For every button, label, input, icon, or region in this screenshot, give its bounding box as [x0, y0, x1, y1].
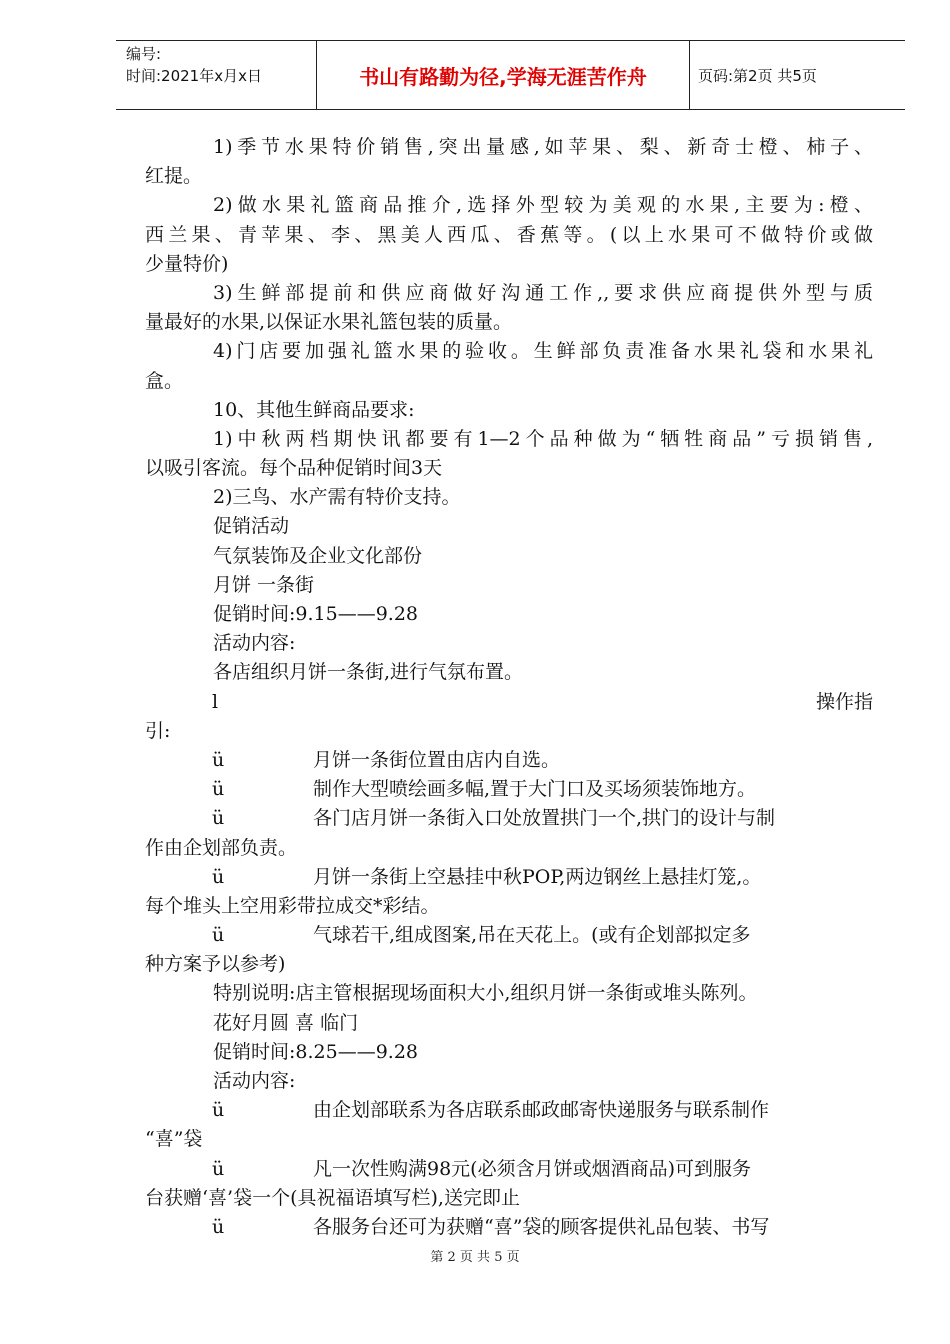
paragraph-line: 1)中秋两档期快讯都要有1—2个品种做为“牺牲商品”亏损销售, [213, 427, 873, 450]
paragraph-line: 以吸引客流。每个品种促销时间3天 [145, 457, 443, 480]
activity-content-label: 活动内容: [213, 1070, 296, 1092]
section-heading: 气氛装饰及企业文化部份 [213, 544, 423, 567]
bullet-text: 月饼一条街上空悬挂中秋POP,两边钢丝上悬挂灯笼,。 [313, 865, 762, 888]
bullet-item [145, 921, 873, 950]
bullet-item [145, 1155, 873, 1184]
bullet-text: 制作大型喷绘画多幅,置于大门口及买场须装饰地方。 [313, 778, 757, 801]
section-heading: 促销活动 [213, 515, 290, 538]
bullet-item [145, 863, 873, 892]
bullet-marker: ü [212, 748, 225, 771]
bullet-marker: ü [212, 807, 225, 830]
bullet-item [145, 804, 873, 833]
page-header [116, 40, 905, 110]
paragraph-line: 2)做水果礼篮商品推介,选择外型较为美观的水果,主要为:橙、 [213, 194, 873, 217]
list-marker: l [212, 690, 219, 713]
paragraph-line: 1)季节水果特价销售,突出量感,如苹果、梨、新奇士橙、柿子、 [213, 136, 873, 158]
promotion-period: 促销时间:8.25——9.28 [213, 1040, 419, 1063]
bullet-marker: ü [212, 924, 225, 947]
bullet-item [145, 775, 873, 804]
section-heading: 月饼 一条街 [213, 573, 315, 596]
bullet-text: 凡一次性购满98元(必须含月饼或烟酒商品)可到服务 [313, 1157, 752, 1180]
paragraph-line: 4)门店要加强礼篮水果的验收。生鲜部负责准备水果礼袋和水果礼 [213, 340, 873, 363]
bullet-text: 气球若干,组成图案,吊在天花上。(或有企划部拟定多 [313, 924, 751, 947]
paragraph-line: 量最好的水果,以保证水果礼篮包装的质量。 [145, 311, 513, 334]
page-footer: 第 2 页 共 5 页 [430, 1250, 520, 1265]
paragraph-line: 少量特价) [145, 252, 229, 275]
header-page-number: 页码:第2页 共5页 [698, 66, 817, 85]
bullet-item [145, 746, 873, 775]
paragraph-line: “喜”袋 [145, 1128, 203, 1151]
bullet-text: 月饼一条街位置由店内自选。 [313, 748, 561, 771]
paragraph-line: 种方案予以参考) [145, 953, 286, 976]
paragraph-line: 2)三鸟、水产需有特价支持。 [213, 486, 461, 509]
bullet-item [145, 1213, 873, 1242]
paragraph-line: 盒。 [145, 369, 184, 392]
paragraph-line: 红提。 [145, 165, 203, 188]
document-time: 时间:2021年x月x日 [126, 67, 262, 85]
document-body [145, 133, 873, 1242]
paragraph-line: 引: [145, 719, 171, 742]
bullet-marker: ü [212, 1099, 225, 1122]
header-meta [116, 41, 316, 109]
bullet-item [145, 1096, 873, 1125]
paragraph-line: 台获赠‘喜’袋一个(具祝福语填写栏),送完即止 [145, 1186, 520, 1209]
section-heading: 花好月圆 喜 临门 [213, 1011, 359, 1034]
paragraph-line: 作由企划部负责。 [145, 836, 298, 859]
bullet-marker: ü [212, 865, 225, 888]
bullet-text: 各服务台还可为获赠“喜”袋的顾客提供礼品包装、书写 [313, 1215, 770, 1238]
operation-guide-line [145, 688, 873, 717]
bullet-text: 各门店月饼一条街入口处放置拱门一个,拱门的设计与制 [313, 807, 776, 830]
bullet-marker: ü [212, 1157, 225, 1180]
activity-content-label: 活动内容: [213, 632, 296, 655]
bullet-marker: ü [212, 1215, 225, 1238]
paragraph-line: 各店组织月饼一条街,进行气氛布置。 [213, 661, 524, 684]
bullet-marker: ü [212, 778, 225, 801]
promotion-period: 促销时间:9.15——9.28 [213, 603, 419, 625]
header-motto: 书山有路勤为径,学海无涯苦作舟 [316, 41, 690, 109]
operation-guide-label: 操作指 [815, 690, 873, 713]
paragraph-line: 西兰果、青苹果、李、黑美人西瓜、香蕉等。(以上水果可不做特价或做 [145, 223, 873, 246]
paragraph-line: 3)生鲜部提前和供应商做好沟通工作,,要求供应商提供外型与质 [213, 281, 873, 304]
document-number: 编号: [126, 45, 162, 63]
section-heading: 10、其他生鲜商品要求: [213, 398, 415, 421]
special-note: 特别说明:店主管根据现场面积大小,组织月饼一条街或堆头陈列。 [213, 982, 758, 1005]
bullet-text: 由企划部联系为各店联系邮政邮寄快递服务与联系制作 [313, 1099, 770, 1122]
paragraph-line: 每个堆头上空用彩带拉成交*彩结。 [145, 894, 440, 917]
